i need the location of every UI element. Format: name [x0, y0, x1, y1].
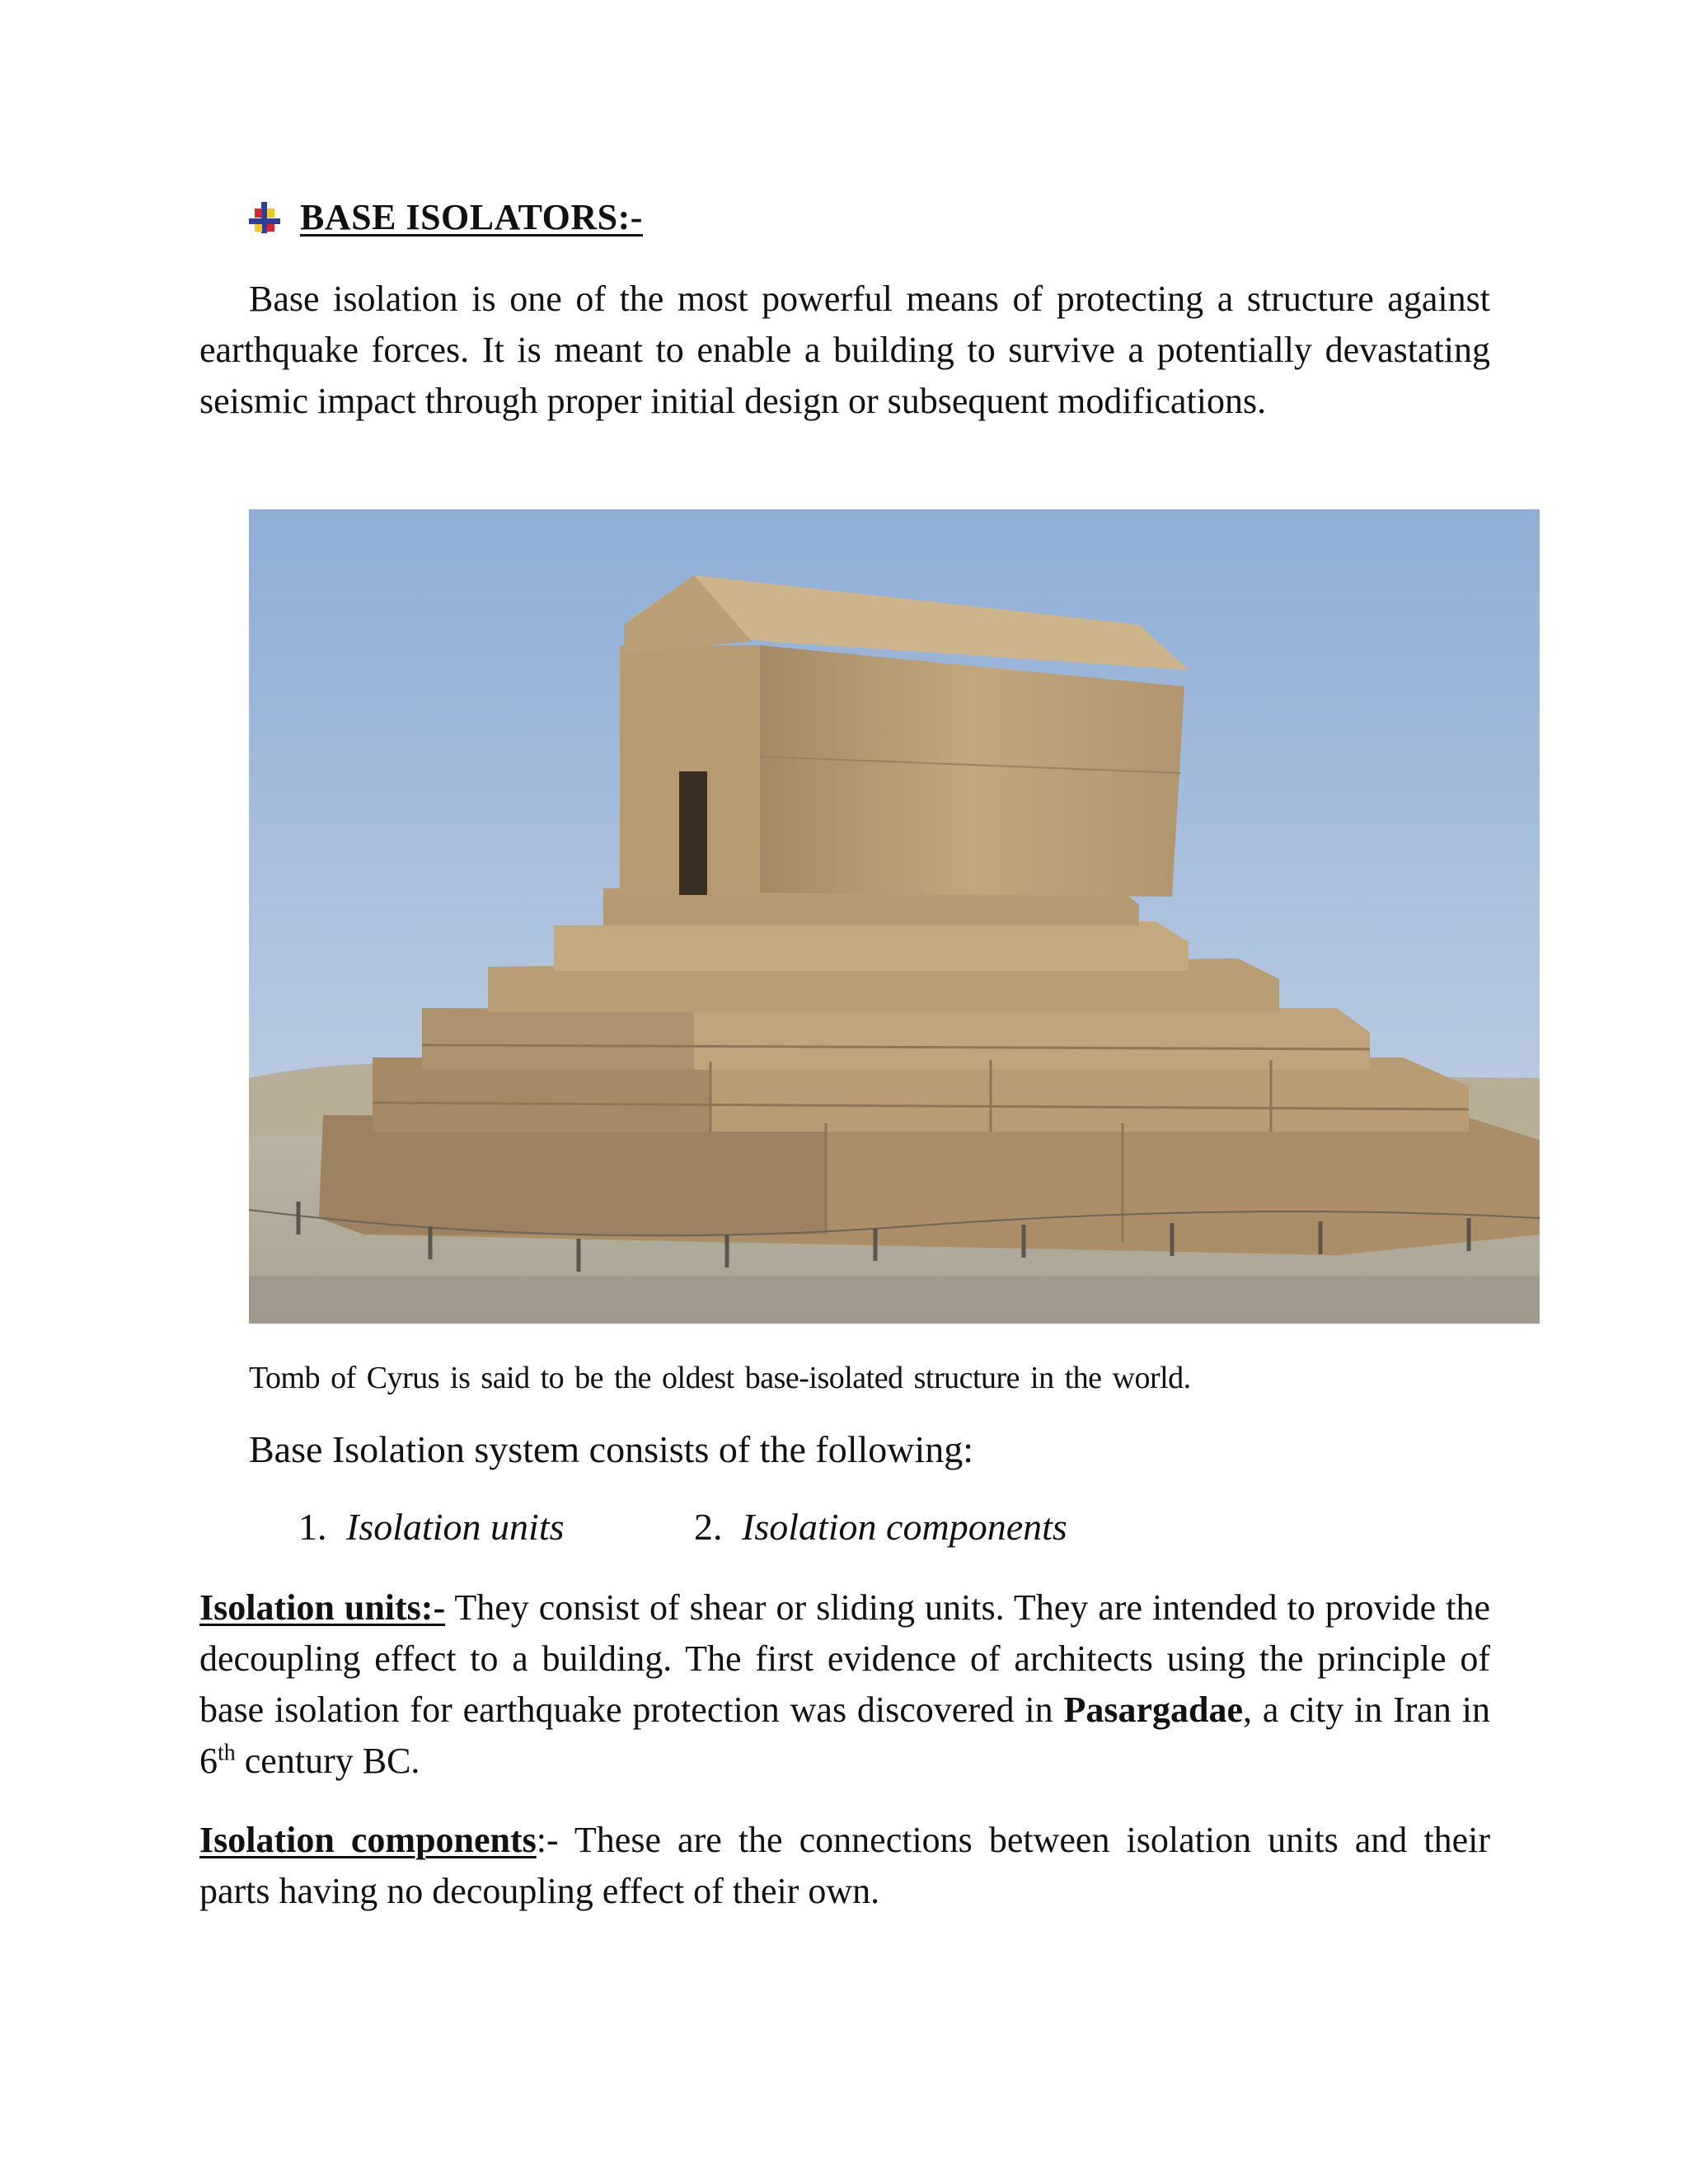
place-name: Pasargadae	[1063, 1690, 1243, 1730]
section-heading: BASE ISOLATORS:-	[300, 197, 643, 237]
list-item-label: Isolation units	[346, 1506, 565, 1548]
list-item-number: 1.	[298, 1506, 327, 1548]
list-item-number: 2.	[694, 1506, 723, 1548]
list-item-label: Isolation components	[742, 1506, 1067, 1548]
isolation-components-text: :- These are the connections between isolation units and their parts having no decoupling effect of their own.	[199, 1820, 1490, 1911]
isolation-components-term: Isolation components	[199, 1820, 537, 1860]
isolation-units-text-2: , a city in Iran in 6	[199, 1690, 1490, 1781]
isolation-units-paragraph	[199, 1582, 1490, 1787]
list-item	[694, 1505, 1067, 1549]
pin-bullet-icon	[247, 200, 282, 235]
ordinal-suffix: th	[218, 1740, 236, 1766]
tomb-of-cyrus-photo	[249, 509, 1540, 1324]
isolation-list	[298, 1505, 1067, 1549]
isolation-components-paragraph	[199, 1815, 1490, 1917]
intro-paragraph: Base isolation is one of the most powerful means of protecting a structure against earthquake forces. It is meant to enable a building to survive a potentially devastating seismic impact through proper initial design or subsequent modifications.	[199, 279, 1490, 421]
photo-caption: Tomb of Cyrus is said to be the oldest base-isolated structure in the world.	[249, 1361, 1191, 1395]
section-heading-row	[247, 196, 643, 238]
isolation-units-text-3: century BC.	[235, 1741, 420, 1781]
system-lead-text: Base Isolation system consists of the following:	[249, 1428, 974, 1470]
list-item	[298, 1505, 694, 1549]
isolation-units-term: Isolation units:-	[199, 1587, 446, 1628]
isolation-units-text: They consist of shear or sliding units. They are intended to provide the decoupling effect to a building. The first evidence of architects using the principle of base isolation for earthquake protection was discovered in	[199, 1587, 1490, 1730]
